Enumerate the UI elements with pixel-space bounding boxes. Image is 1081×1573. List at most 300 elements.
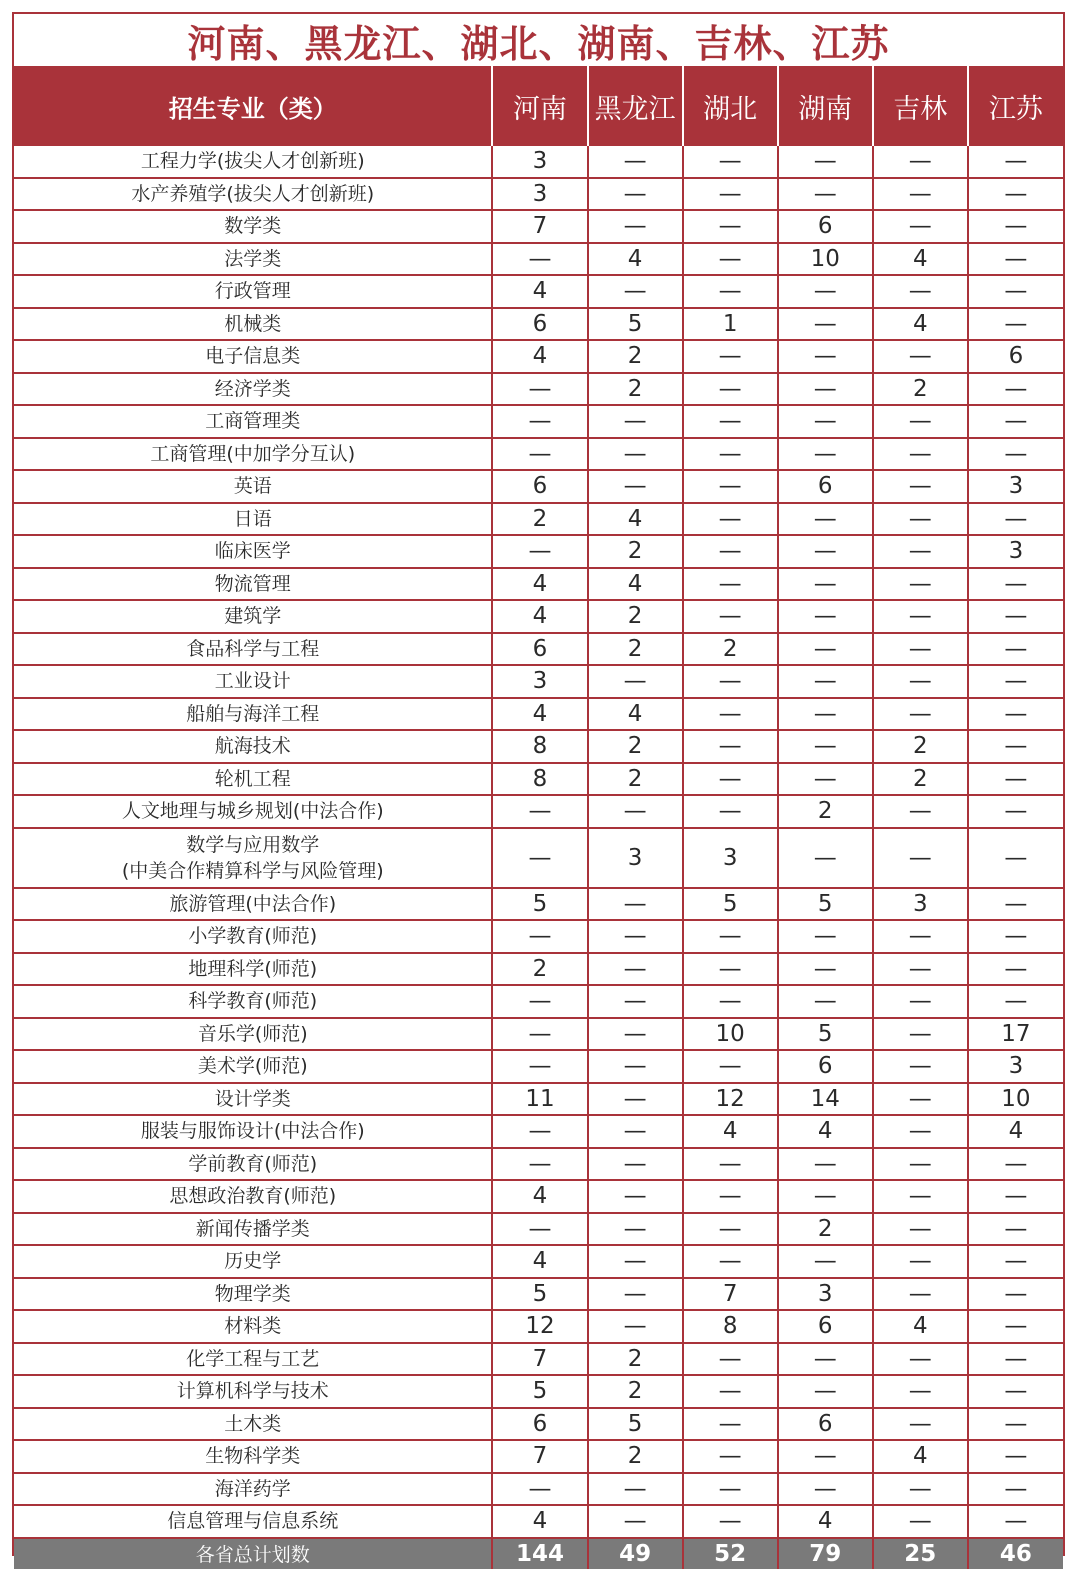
table-row	[14, 373, 1063, 406]
major-name-line: 临床医学	[214, 540, 291, 563]
quota-cell: —	[968, 763, 1063, 796]
table-row	[14, 763, 1063, 796]
quota-cell: —	[492, 1115, 587, 1148]
quota-cell: —	[778, 373, 873, 406]
quota-cell: —	[683, 373, 778, 406]
major-name-line: 土木类	[224, 1412, 282, 1435]
quota-cell: 6	[778, 210, 873, 243]
quota-cell: 2	[588, 373, 683, 406]
quota-cell: 6	[492, 470, 587, 503]
quota-cell: 5	[778, 888, 873, 921]
enrollment-table	[14, 66, 1063, 1569]
major-name	[14, 1408, 492, 1441]
quota-cell: 4	[873, 308, 968, 341]
quota-cell: —	[778, 1245, 873, 1278]
quota-cell: —	[778, 828, 873, 888]
quota-cell: —	[873, 146, 968, 178]
quota-cell: 4	[778, 1505, 873, 1538]
quota-cell: —	[873, 470, 968, 503]
quota-cell: —	[588, 146, 683, 178]
quota-cell: —	[588, 1245, 683, 1278]
quota-cell: —	[968, 1180, 1063, 1213]
quota-cell: 2	[492, 953, 587, 986]
table-row	[14, 1018, 1063, 1051]
quota-cell: —	[492, 828, 587, 888]
quota-cell: —	[778, 1375, 873, 1408]
major-name-line: 物理学类	[214, 1282, 291, 1305]
major-name-line: 经济学类	[214, 377, 291, 400]
table-row	[14, 503, 1063, 536]
table-row	[14, 308, 1063, 341]
quota-cell: —	[588, 1278, 683, 1311]
quota-cell: —	[588, 210, 683, 243]
quota-cell: —	[873, 1278, 968, 1311]
quota-cell: —	[873, 1180, 968, 1213]
quota-cell: 2	[588, 730, 683, 763]
quota-cell: —	[873, 340, 968, 373]
major-name-line: 水产养殖学(拔尖人才创新班)	[131, 182, 375, 205]
quota-cell: —	[968, 1505, 1063, 1538]
quota-cell: 7	[492, 1343, 587, 1376]
table-row	[14, 795, 1063, 828]
quota-cell: —	[968, 405, 1063, 438]
quota-cell: —	[588, 795, 683, 828]
table-row	[14, 1083, 1063, 1116]
quota-cell: —	[588, 888, 683, 921]
table-row	[14, 210, 1063, 243]
quota-cell: 4	[968, 1115, 1063, 1148]
quota-cell: 3	[968, 535, 1063, 568]
major-name-line: 服装与服饰设计(中法合作)	[140, 1120, 365, 1143]
total-row	[14, 1538, 1063, 1569]
quota-cell: —	[873, 920, 968, 953]
quota-cell: —	[683, 698, 778, 731]
table-row	[14, 275, 1063, 308]
quota-cell: —	[873, 405, 968, 438]
table-row	[14, 600, 1063, 633]
quota-cell: —	[588, 1083, 683, 1116]
quota-cell: —	[588, 178, 683, 211]
major-name	[14, 470, 492, 503]
quota-cell: —	[968, 1310, 1063, 1343]
major-name	[14, 503, 492, 536]
major-name-line: 食品科学与工程	[186, 637, 320, 660]
quota-cell: —	[492, 795, 587, 828]
major-name	[14, 405, 492, 438]
major-name-line: 生物科学类	[205, 1445, 301, 1468]
quota-cell: —	[588, 275, 683, 308]
quota-cell: 3	[968, 1050, 1063, 1083]
total-value: 46	[968, 1538, 1063, 1569]
quota-cell: 4	[778, 1115, 873, 1148]
quota-cell: 17	[968, 1018, 1063, 1051]
quota-cell: —	[588, 920, 683, 953]
quota-cell: —	[683, 178, 778, 211]
quota-cell: —	[683, 1343, 778, 1376]
table-row	[14, 1310, 1063, 1343]
quota-cell: 4	[588, 568, 683, 601]
quota-cell: —	[588, 1473, 683, 1506]
table-row	[14, 1473, 1063, 1506]
quota-cell: —	[873, 210, 968, 243]
major-name	[14, 633, 492, 666]
quota-cell: 8	[492, 730, 587, 763]
quota-cell: —	[778, 178, 873, 211]
quota-cell: 4	[588, 243, 683, 276]
major-name-line: 数学类	[224, 215, 282, 238]
quota-cell: —	[968, 1440, 1063, 1473]
quota-cell: —	[683, 1473, 778, 1506]
quota-cell: —	[873, 665, 968, 698]
quota-cell: —	[873, 178, 968, 211]
major-name	[14, 1115, 492, 1148]
quota-cell: —	[778, 985, 873, 1018]
major-name	[14, 1505, 492, 1538]
major-name	[14, 665, 492, 698]
quota-cell: 4	[492, 1505, 587, 1538]
major-name-line: 电子信息类	[205, 345, 301, 368]
major-name	[14, 568, 492, 601]
quota-cell: —	[683, 1375, 778, 1408]
quota-cell: —	[588, 1018, 683, 1051]
quota-cell: —	[873, 1343, 968, 1376]
total-value: 25	[873, 1538, 968, 1569]
quota-cell: —	[873, 438, 968, 471]
quota-cell: —	[778, 146, 873, 178]
quota-cell: —	[778, 665, 873, 698]
quota-cell: —	[778, 438, 873, 471]
major-name	[14, 730, 492, 763]
quota-cell: 10	[778, 243, 873, 276]
quota-cell: —	[778, 1148, 873, 1181]
quota-cell: —	[873, 985, 968, 1018]
table-row	[14, 340, 1063, 373]
quota-cell: 4	[873, 243, 968, 276]
total-value: 49	[588, 1538, 683, 1569]
major-name-line: 船舶与海洋工程	[186, 702, 320, 725]
quota-cell: —	[968, 373, 1063, 406]
quota-cell: —	[968, 600, 1063, 633]
quota-cell: —	[873, 1050, 968, 1083]
table-row	[14, 1505, 1063, 1538]
quota-cell: —	[968, 985, 1063, 1018]
quota-cell: —	[968, 210, 1063, 243]
quota-cell: —	[683, 730, 778, 763]
table-row	[14, 888, 1063, 921]
table-row	[14, 1408, 1063, 1441]
quota-cell: —	[968, 275, 1063, 308]
quota-cell: —	[492, 438, 587, 471]
quota-cell: —	[492, 1050, 587, 1083]
quota-cell: 6	[778, 1050, 873, 1083]
quota-cell: 5	[683, 888, 778, 921]
major-name	[14, 1245, 492, 1278]
quota-cell: —	[778, 405, 873, 438]
major-name	[14, 210, 492, 243]
major-name-line: 海洋药学	[214, 1477, 291, 1500]
header-province: 河南	[492, 66, 587, 146]
quota-cell: 4	[492, 1245, 587, 1278]
header-province: 湖北	[683, 66, 778, 146]
major-name-line: 地理科学(师范)	[188, 957, 318, 980]
quota-cell: 4	[683, 1115, 778, 1148]
table-row	[14, 1245, 1063, 1278]
table-row	[14, 1148, 1063, 1181]
quota-cell: —	[968, 178, 1063, 211]
quota-cell: —	[683, 953, 778, 986]
quota-cell: —	[778, 730, 873, 763]
quota-cell: 5	[588, 308, 683, 341]
table-row	[14, 568, 1063, 601]
major-name	[14, 243, 492, 276]
major-name-line: 机械类	[224, 312, 282, 335]
quota-cell: —	[683, 243, 778, 276]
major-name	[14, 920, 492, 953]
quota-cell: 2	[683, 633, 778, 666]
quota-cell: 4	[588, 698, 683, 731]
quota-cell: 5	[778, 1018, 873, 1051]
quota-cell: —	[492, 1213, 587, 1246]
major-name	[14, 1180, 492, 1213]
major-name-line: 航海技术	[214, 735, 291, 758]
major-name-line: 工商管理(中加学分互认)	[150, 442, 356, 465]
major-name	[14, 373, 492, 406]
quota-cell: 3	[492, 665, 587, 698]
enrollment-plan-sheet	[12, 12, 1065, 1567]
quota-cell: —	[778, 600, 873, 633]
quota-cell: —	[683, 470, 778, 503]
major-name	[14, 1018, 492, 1051]
major-name-line: 物流管理	[214, 572, 291, 595]
quota-cell: 4	[492, 600, 587, 633]
quota-cell: —	[968, 953, 1063, 986]
quota-cell: —	[778, 633, 873, 666]
quota-cell: —	[968, 1213, 1063, 1246]
quota-cell: —	[873, 568, 968, 601]
table-row	[14, 146, 1063, 178]
quota-cell: —	[492, 1148, 587, 1181]
quota-cell: 3	[968, 470, 1063, 503]
table-row	[14, 985, 1063, 1018]
table-row	[14, 920, 1063, 953]
quota-cell: —	[683, 146, 778, 178]
quota-cell: 2	[588, 763, 683, 796]
major-name-line: 轮机工程	[214, 767, 291, 790]
quota-cell: 3	[492, 178, 587, 211]
major-name-line: 工商管理类	[205, 410, 301, 433]
quota-cell: —	[492, 535, 587, 568]
major-name-line: 日语	[233, 507, 272, 530]
quota-cell: 5	[588, 1408, 683, 1441]
table-row	[14, 1375, 1063, 1408]
quota-cell: 2	[492, 503, 587, 536]
quota-cell: —	[968, 308, 1063, 341]
quota-cell: 3	[873, 888, 968, 921]
quota-cell: —	[588, 405, 683, 438]
quota-cell: —	[968, 146, 1063, 178]
quota-cell: —	[683, 1050, 778, 1083]
quota-cell: 3	[683, 828, 778, 888]
quota-cell: —	[588, 1050, 683, 1083]
quota-cell: 5	[492, 888, 587, 921]
table-row	[14, 953, 1063, 986]
major-name	[14, 1083, 492, 1116]
header-province: 湖南	[778, 66, 873, 146]
major-name-line: 法学类	[224, 247, 282, 270]
quota-cell: 5	[492, 1375, 587, 1408]
quota-cell: —	[968, 730, 1063, 763]
quota-cell: —	[873, 795, 968, 828]
major-name	[14, 600, 492, 633]
header-province: 吉林	[873, 66, 968, 146]
table-row	[14, 535, 1063, 568]
table-row	[14, 1213, 1063, 1246]
quota-cell: —	[873, 1148, 968, 1181]
header-province: 黑龙江	[588, 66, 683, 146]
major-name	[14, 1278, 492, 1311]
major-name-line: 材料类	[224, 1315, 282, 1338]
total-value: 79	[778, 1538, 873, 1569]
quota-cell: —	[968, 633, 1063, 666]
header-row	[14, 66, 1063, 146]
quota-cell: —	[968, 1278, 1063, 1311]
quota-cell: —	[778, 920, 873, 953]
major-name	[14, 340, 492, 373]
quota-cell: —	[968, 243, 1063, 276]
quota-cell: —	[968, 1343, 1063, 1376]
quota-cell: 6	[492, 308, 587, 341]
quota-cell: —	[683, 763, 778, 796]
table-row	[14, 665, 1063, 698]
major-name-line: 人文地理与城乡规划(中法合作)	[121, 800, 384, 823]
quota-cell: 4	[492, 568, 587, 601]
quota-cell: —	[588, 1505, 683, 1538]
quota-cell: —	[588, 1213, 683, 1246]
major-name-line: (中美合作精算科学与风险管理)	[121, 859, 384, 882]
table-row	[14, 1343, 1063, 1376]
quota-cell: 7	[492, 1440, 587, 1473]
quota-cell: 5	[492, 1278, 587, 1311]
table-row	[14, 730, 1063, 763]
quota-cell: —	[873, 633, 968, 666]
header-major: 招生专业（类）	[14, 66, 492, 146]
quota-cell: —	[873, 1408, 968, 1441]
quota-cell: —	[683, 665, 778, 698]
major-name-line: 科学教育(师范)	[188, 990, 318, 1013]
major-name	[14, 535, 492, 568]
quota-cell: 4	[873, 1440, 968, 1473]
quota-cell: —	[968, 1375, 1063, 1408]
major-name-line: 小学教育(师范)	[188, 925, 318, 948]
major-name-line: 信息管理与信息系统	[167, 1510, 339, 1533]
major-name	[14, 1343, 492, 1376]
quota-cell: —	[873, 953, 968, 986]
quota-cell: —	[683, 1408, 778, 1441]
table-row	[14, 1050, 1063, 1083]
major-name	[14, 275, 492, 308]
quota-cell: —	[778, 1440, 873, 1473]
quota-cell: —	[683, 1245, 778, 1278]
table-row	[14, 1440, 1063, 1473]
quota-cell: —	[968, 1245, 1063, 1278]
quota-cell: —	[683, 275, 778, 308]
table-row	[14, 243, 1063, 276]
quota-cell: 6	[968, 340, 1063, 373]
quota-cell: —	[968, 698, 1063, 731]
quota-cell: —	[873, 1473, 968, 1506]
quota-cell: —	[968, 888, 1063, 921]
quota-cell: —	[778, 1343, 873, 1376]
total-value: 144	[492, 1538, 587, 1569]
major-name	[14, 795, 492, 828]
table-body	[14, 146, 1063, 1538]
quota-cell: —	[683, 405, 778, 438]
quota-cell: —	[683, 1213, 778, 1246]
quota-cell: 4	[873, 1310, 968, 1343]
quota-cell: —	[683, 340, 778, 373]
quota-cell: 6	[778, 1310, 873, 1343]
major-name-line: 工程力学(拔尖人才创新班)	[140, 150, 365, 173]
quota-cell: —	[778, 340, 873, 373]
quota-cell: 2	[873, 373, 968, 406]
quota-cell: 6	[778, 1408, 873, 1441]
quota-cell: —	[492, 373, 587, 406]
quota-cell: —	[683, 1180, 778, 1213]
quota-cell: 2	[778, 1213, 873, 1246]
major-name-line: 计算机科学与技术	[176, 1380, 329, 1403]
header-province: 江苏	[968, 66, 1063, 146]
quota-cell: 8	[683, 1310, 778, 1343]
quota-cell: —	[968, 665, 1063, 698]
table-row	[14, 698, 1063, 731]
quota-cell: —	[873, 1245, 968, 1278]
quota-cell: 2	[588, 535, 683, 568]
quota-cell: —	[492, 920, 587, 953]
major-name	[14, 1375, 492, 1408]
quota-cell: 10	[683, 1018, 778, 1051]
quota-cell: 3	[778, 1278, 873, 1311]
quota-cell: 2	[588, 1343, 683, 1376]
quota-cell: 2	[778, 795, 873, 828]
quota-cell: —	[492, 985, 587, 1018]
quota-cell: —	[683, 210, 778, 243]
quota-cell: —	[873, 275, 968, 308]
quota-cell: —	[778, 568, 873, 601]
quota-cell: 4	[492, 275, 587, 308]
quota-cell: —	[683, 600, 778, 633]
major-name	[14, 985, 492, 1018]
quota-cell: —	[778, 1180, 873, 1213]
quota-cell: —	[873, 600, 968, 633]
quota-cell: —	[492, 405, 587, 438]
quota-cell: —	[873, 1115, 968, 1148]
quota-cell: —	[968, 920, 1063, 953]
table-row	[14, 405, 1063, 438]
major-name-line: 旅游管理(中法合作)	[169, 892, 337, 915]
table-row	[14, 1180, 1063, 1213]
table-row	[14, 1115, 1063, 1148]
quota-cell: 4	[492, 1180, 587, 1213]
quota-cell: —	[778, 308, 873, 341]
quota-cell: 7	[492, 210, 587, 243]
quota-cell: —	[873, 828, 968, 888]
quota-cell: —	[683, 920, 778, 953]
quota-cell: 6	[492, 633, 587, 666]
major-name-line: 设计学类	[214, 1087, 291, 1110]
quota-cell: —	[588, 1115, 683, 1148]
major-name-line: 建筑学	[224, 605, 282, 628]
quota-cell: —	[683, 503, 778, 536]
